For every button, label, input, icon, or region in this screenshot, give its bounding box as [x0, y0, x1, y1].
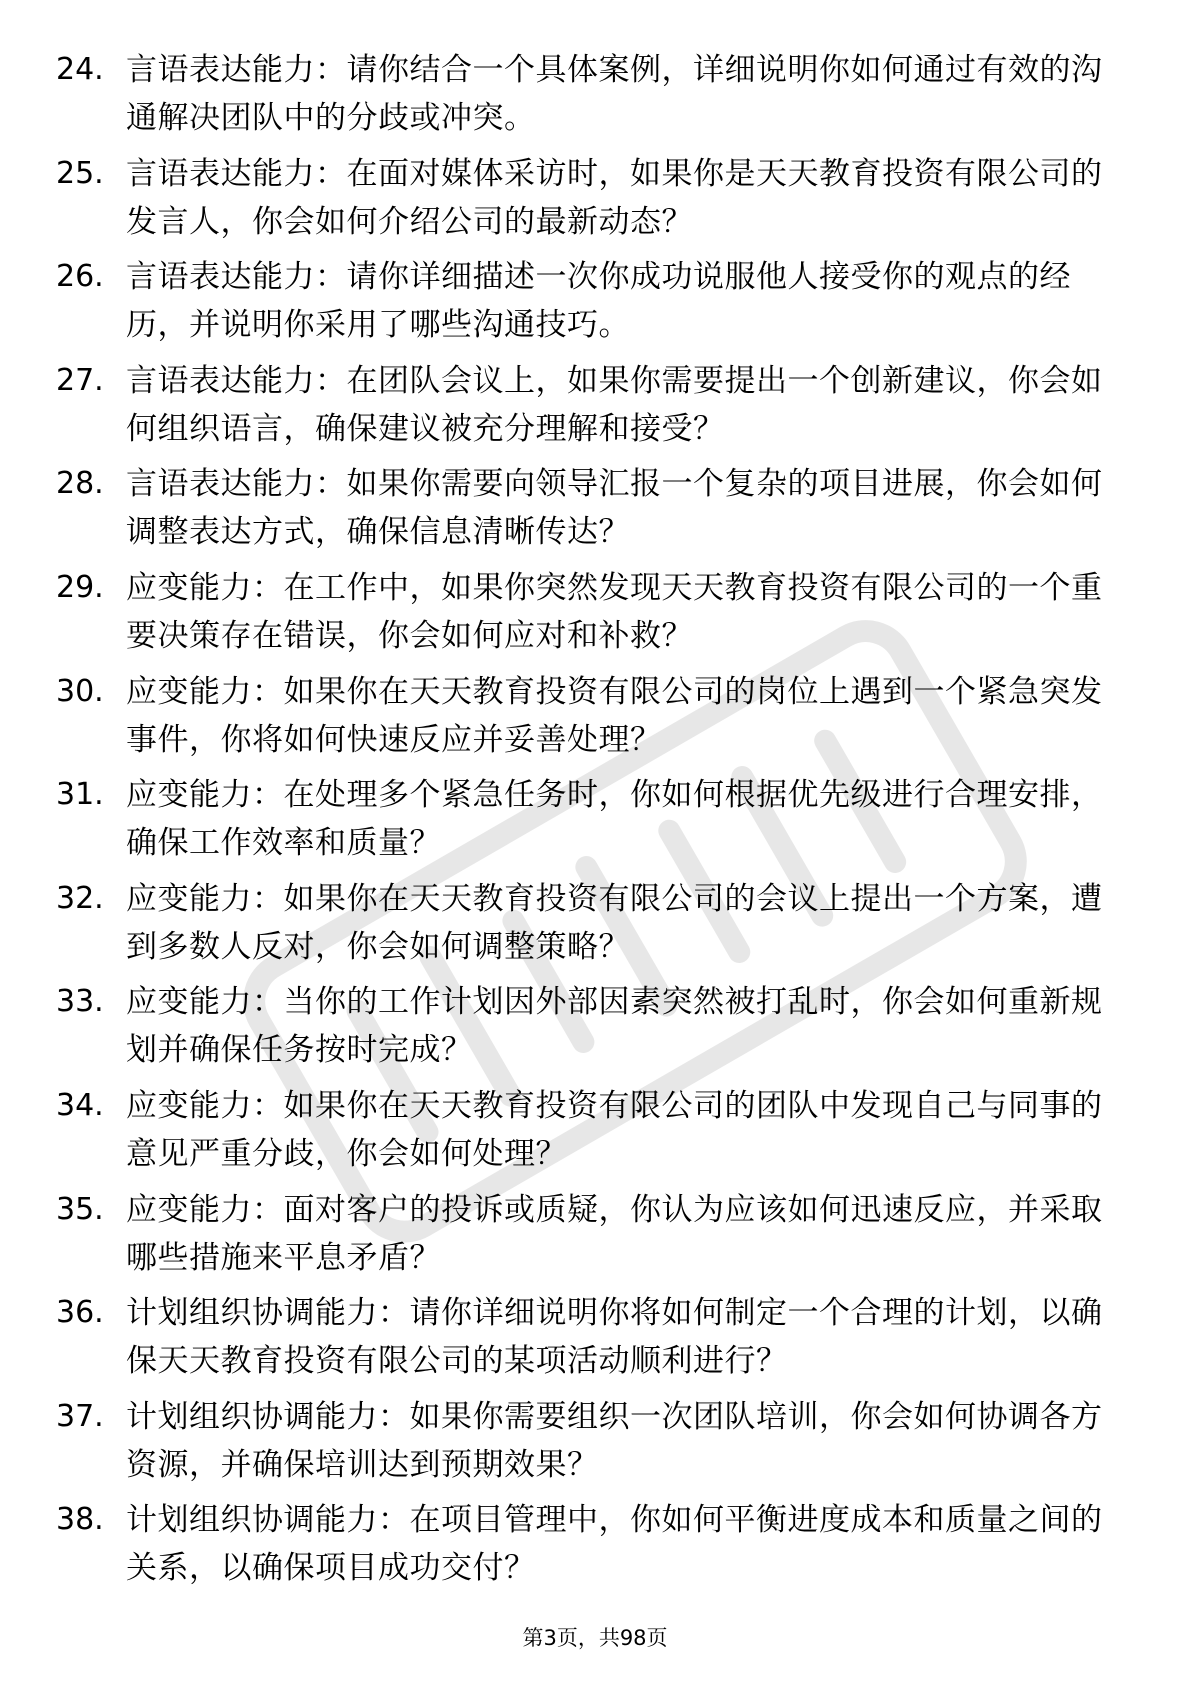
question-number: 28. — [56, 466, 104, 502]
question-item — [0, 357, 1190, 461]
question-number: 25. — [56, 155, 104, 191]
question-number: 29. — [56, 569, 104, 605]
question-number: 30. — [56, 673, 104, 709]
question-item — [0, 1082, 1190, 1186]
question-number: 35. — [56, 1191, 104, 1227]
page-number: 第3页，共98页 — [522, 1626, 668, 1650]
question-text: 言语表达能力：在面对媒体采访时，如果你是天天教育投资有限公司的发言人，你会如何介绍公司的最新动态？ — [126, 155, 1103, 240]
question-item — [0, 1496, 1190, 1600]
question-number: 33. — [56, 984, 104, 1020]
question-item — [0, 771, 1190, 875]
question-number: 34. — [56, 1087, 104, 1123]
question-text: 言语表达能力：如果你需要向领导汇报一个复杂的项目进展，你会如何调整表达方式，确保信息清晰传达？ — [126, 466, 1103, 551]
question-item — [0, 150, 1190, 254]
question-text: 计划组织协调能力：如果你需要组织一次团队培训，你会如何协调各方资源，并确保培训达到预期效果？ — [126, 1398, 1103, 1483]
question-number: 38. — [56, 1502, 104, 1538]
question-item — [0, 1393, 1190, 1497]
question-item — [0, 46, 1190, 150]
question-number: 31. — [56, 777, 104, 813]
question-text: 应变能力：当你的工作计划因外部因素突然被打乱时，你会如何重新规划并确保任务按时完成？ — [126, 984, 1103, 1069]
question-text: 应变能力：如果你在天天教育投资有限公司的岗位上遇到一个紧急突发事件，你将如何快速反应并妥善处理？ — [126, 673, 1103, 758]
question-text: 计划组织协调能力：在项目管理中，你如何平衡进度成本和质量之间的关系，以确保项目成功交付？ — [126, 1502, 1103, 1587]
question-item — [0, 1289, 1190, 1393]
question-text: 应变能力：面对客户的投诉或质疑，你认为应该如何迅速反应，并采取哪些措施来平息矛盾？ — [126, 1191, 1103, 1276]
question-text: 言语表达能力：在团队会议上，如果你需要提出一个创新建议，你会如何组织语言，确保建议被充分理解和接受？ — [126, 362, 1103, 447]
question-text: 应变能力：在处理多个紧急任务时，你如何根据优先级进行合理安排，确保工作效率和质量？ — [126, 777, 1103, 862]
question-item — [0, 460, 1190, 564]
question-list — [0, 46, 1190, 1600]
question-number: 37. — [56, 1398, 104, 1434]
question-text: 应变能力：如果你在天天教育投资有限公司的团队中发现自己与同事的意见严重分歧，你会如何处理？ — [126, 1087, 1103, 1172]
question-number: 32. — [56, 880, 104, 916]
question-item — [0, 1186, 1190, 1290]
question-text: 言语表达能力：请你详细描述一次你成功说服他人接受你的观点的经历，并说明你采用了哪些沟通技巧。 — [126, 259, 1071, 344]
question-item — [0, 564, 1190, 668]
question-number: 24. — [56, 52, 104, 87]
question-number: 26. — [56, 259, 104, 295]
question-text: 应变能力：如果你在天天教育投资有限公司的会议上提出一个方案，遭到多数人反对，你会如何调整策略？ — [126, 880, 1103, 965]
question-text: 计划组织协调能力：请你详细说明你将如何制定一个合理的计划，以确保天天教育投资有限公司的某项活动顺利进行？ — [126, 1295, 1103, 1380]
question-item — [0, 668, 1190, 772]
question-text: 言语表达能力：请你结合一个具体案例，详细说明你如何通过有效的沟通解决团队中的分歧或冲突。 — [126, 52, 1103, 136]
question-number: 27. — [56, 362, 104, 398]
question-number: 36. — [56, 1295, 104, 1331]
question-item — [0, 253, 1190, 357]
question-item — [0, 978, 1190, 1082]
question-text: 应变能力：在工作中，如果你突然发现天天教育投资有限公司的一个重要决策存在错误，你会如何应对和补救？ — [126, 569, 1103, 654]
question-item — [0, 875, 1190, 979]
